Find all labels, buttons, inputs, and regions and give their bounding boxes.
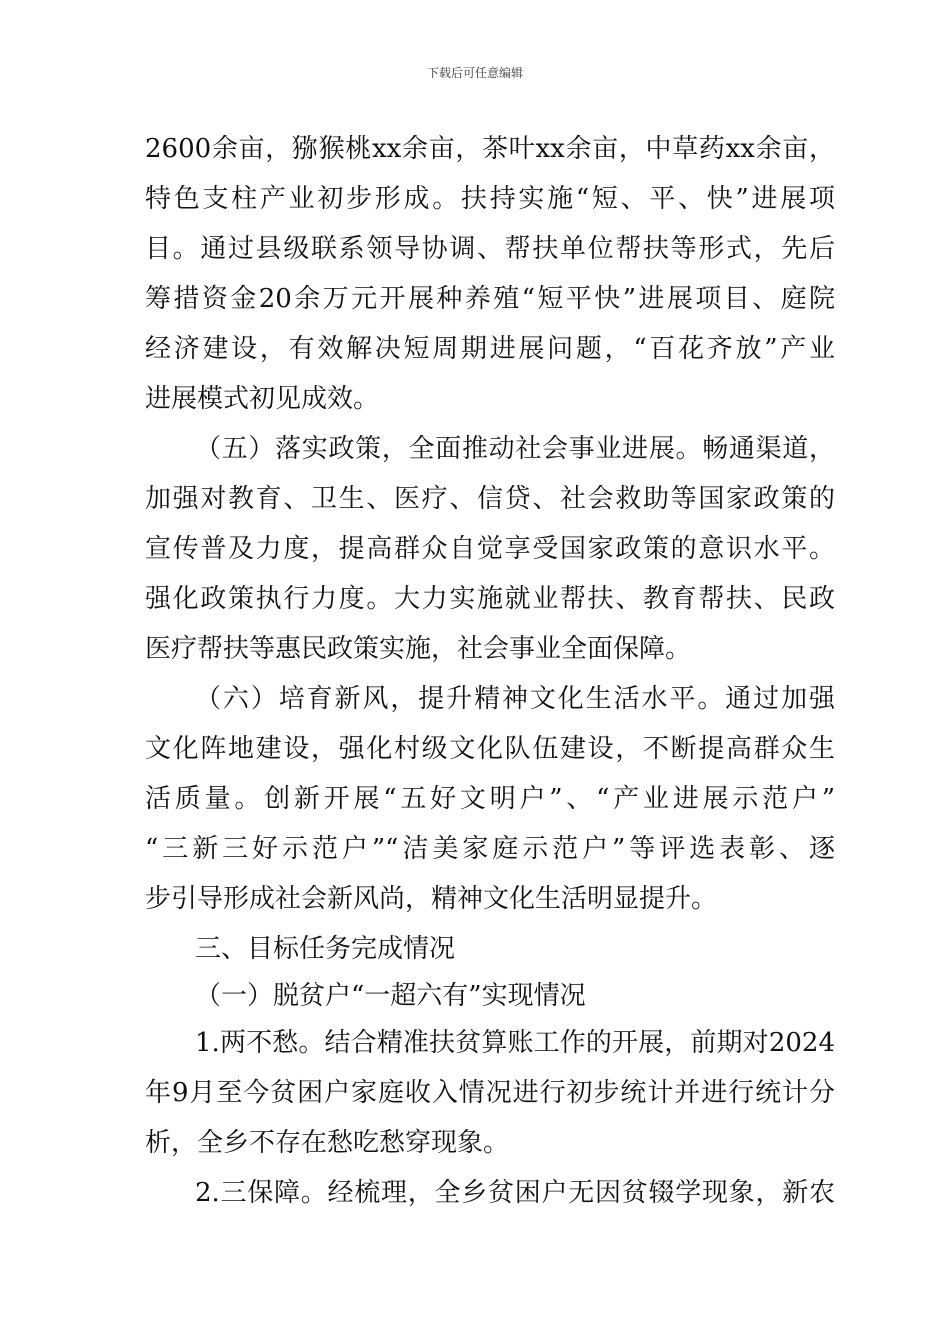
text-line: 加强对教育、卫生、医疗、信贷、社会救助等国家政策的 (145, 484, 835, 514)
text-line: 特色支柱产业初步形成。扶持实施“短、平、快”进展项 (145, 184, 835, 214)
text-line: 2.三保障。经梳理，全乡贫困户无因贫辍学现象，新农 (195, 1178, 835, 1208)
text-line: 步引导形成社会新风尚，精神文化生活明显提升。 (145, 884, 718, 914)
paragraph-two-no-worries (145, 1018, 835, 1168)
text-line: （六）培育新风，提升精神文化生活水平。通过加强 (195, 684, 835, 714)
document-body (145, 124, 835, 1218)
text-line: 强化政策执行力度。大力实施就业帮扶、教育帮扶、民政 (145, 584, 835, 614)
text-line: 1.两不愁。结合精准扶贫算账工作的开展，前期对2024 (195, 1028, 835, 1058)
text-line: 活质量。创新开展“五好文明户”、“产业进展示范户” (145, 784, 835, 814)
paragraph-culture (145, 674, 835, 924)
text-line: “三新三好示范户”“洁美家庭示范户”等评选表彰、逐 (145, 834, 835, 864)
page-header-note: 下载后可任意编辑 (426, 66, 523, 80)
text-line: 经济建设，有效解决短周期进展问题，“百花齐放”产业 (145, 334, 835, 364)
section-heading-text: 三、目标任务完成情况 (195, 934, 456, 964)
text-line: 目。通过县级联系领导协调、帮扶单位帮扶等形式，先后 (145, 234, 835, 264)
text-line: 医疗帮扶等惠民政策实施，社会事业全面保障。 (145, 634, 692, 664)
text-line: 析，全乡不存在愁吃愁穿现象。 (145, 1128, 510, 1158)
paragraph-policy (145, 424, 835, 674)
subsection-heading-text: （一）脱贫户“一超六有”实现情况 (195, 981, 586, 1011)
paragraph-three-guarantees (145, 1168, 835, 1218)
section-heading (145, 924, 835, 1018)
text-line: 进展模式初见成效。 (145, 384, 380, 414)
text-line: 筹措资金20余万元开展种养殖“短平快”进展项目、庭院 (145, 284, 835, 314)
text-line: 2600余亩，猕猴桃xx余亩，茶叶xx余亩，中草药xx余亩， (145, 134, 835, 164)
paragraph-industry (145, 124, 835, 424)
text-line: 文化阵地建设，强化村级文化队伍建设，不断提高群众生 (145, 734, 835, 764)
text-line: （五）落实政策，全面推动社会事业进展。畅通渠道， (195, 434, 835, 464)
text-line: 年9月至今贫困户家庭收入情况进行初步统计并进行统计分 (145, 1078, 835, 1108)
text-line: 宣传普及力度，提高群众自觉享受国家政策的意识水平。 (145, 534, 835, 564)
